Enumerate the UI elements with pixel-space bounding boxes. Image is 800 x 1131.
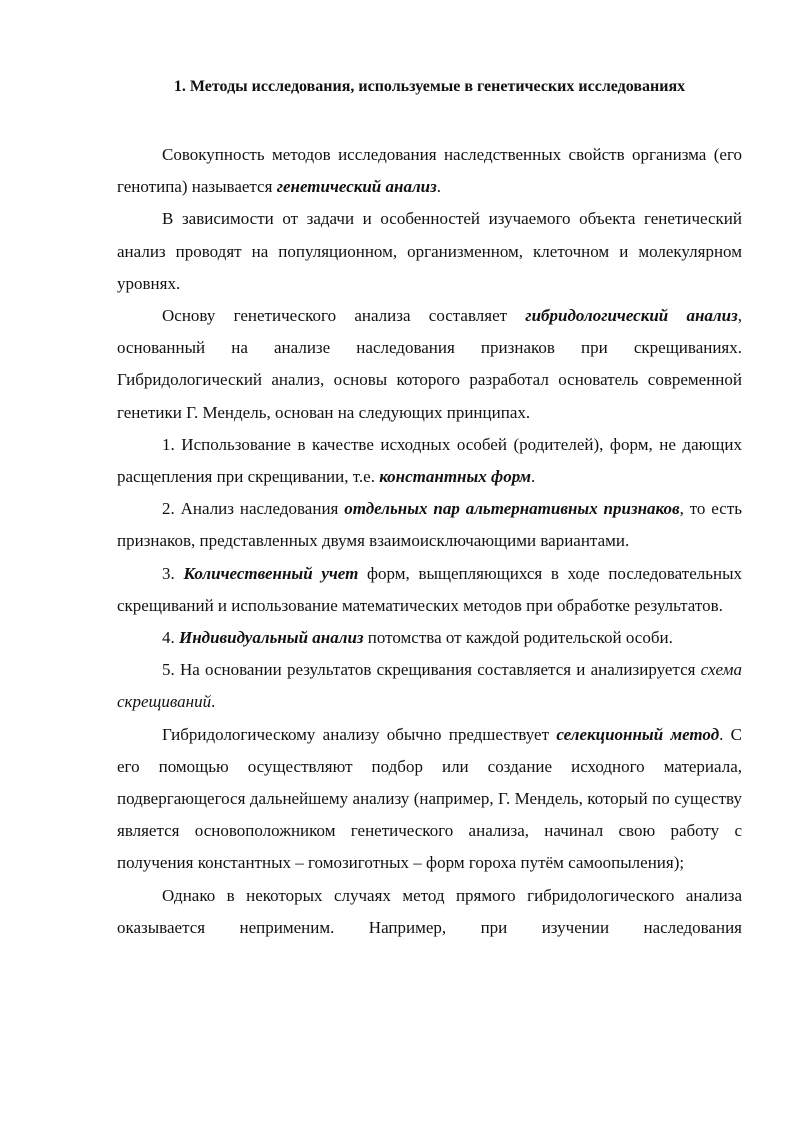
text: , основанный на анализе наследования признаков при скрещиваниях. Гибридологический анализ, основы которого разработал основатель современной генетики Г. Мендель, основан на следующих принципах. (117, 306, 742, 422)
paragraph-limitations (117, 880, 742, 944)
paragraph-genetic-analysis-definition (117, 139, 742, 203)
paragraph-analysis-levels (117, 203, 742, 300)
text: 3. (162, 563, 184, 583)
text: форм, выщепляющихся в ходе последовательных скрещиваний и использование математических методов при обработке результатов. (117, 563, 742, 615)
text: . (211, 692, 216, 712)
term-quantitative-count: Количественный учет (183, 563, 359, 583)
text: 5. На основании результатов скрещивания составляется и анализируется (162, 660, 701, 680)
principle-5 (117, 654, 742, 718)
term-hybridological-analysis: гибридологический анализ (525, 306, 738, 326)
text: Совокупность методов исследования наследственных свойств организма (его генотипа) называется (117, 145, 742, 197)
text: . С его помощью осуществляют подбор или создание исходного материала, подвергающегося дальнейшему анализу (например, Г. Мендель, который по существу является основоположником генетического анализа, начинал свою работу с получения константных – гомозиготных – форм гороха путём самоопыления); (117, 724, 743, 873)
text: , то есть признаков, представленных двумя взаимоисключающими вариантами. (117, 499, 742, 551)
term-alternative-traits: отдельных пар альтернативных признаков (344, 499, 680, 519)
term-selection-method: селекционный метод (556, 724, 720, 744)
text: Основу генетического анализа составляет (162, 306, 526, 326)
section-title: 1. Методы исследования, используемые в генетических исследованиях (173, 78, 686, 95)
text: 2. Анализ наследования (162, 499, 345, 519)
text: 4. (162, 628, 179, 648)
principle-1 (117, 429, 742, 493)
document-page (117, 76, 742, 944)
text: В зависимости от задачи и особенностей изучаемого объекта генетический анализ проводят на популяционном, организменном, клеточном и молекулярном уровнях. (117, 209, 742, 293)
term-crossing-scheme: схема скрещиваний (117, 660, 742, 712)
text: 1. Использование в качестве исходных особей (родителей), форм, не дающих расщепления при скрещивании, т.е. (117, 434, 742, 487)
paragraph-hybridological-analysis (117, 300, 742, 429)
text: . (436, 177, 442, 197)
text: . (531, 467, 536, 487)
text: потомства от каждой родительской особи. (363, 628, 673, 648)
text: Однако в некоторых случаях метод прямого гибридологического анализа оказывается неприменим. Например, при изучении наследования (117, 885, 742, 937)
term-genetic-analysis: генетический анализ (276, 177, 437, 197)
principle-2 (117, 493, 742, 557)
principle-3 (117, 558, 742, 622)
principle-4 (117, 622, 742, 654)
text: Гибридологическому анализу обычно предшествует (162, 724, 557, 744)
paragraph-selection-method (117, 719, 742, 880)
term-individual-analysis: Индивидуальный анализ (179, 628, 364, 648)
term-constant-forms: константных форм (379, 467, 531, 487)
